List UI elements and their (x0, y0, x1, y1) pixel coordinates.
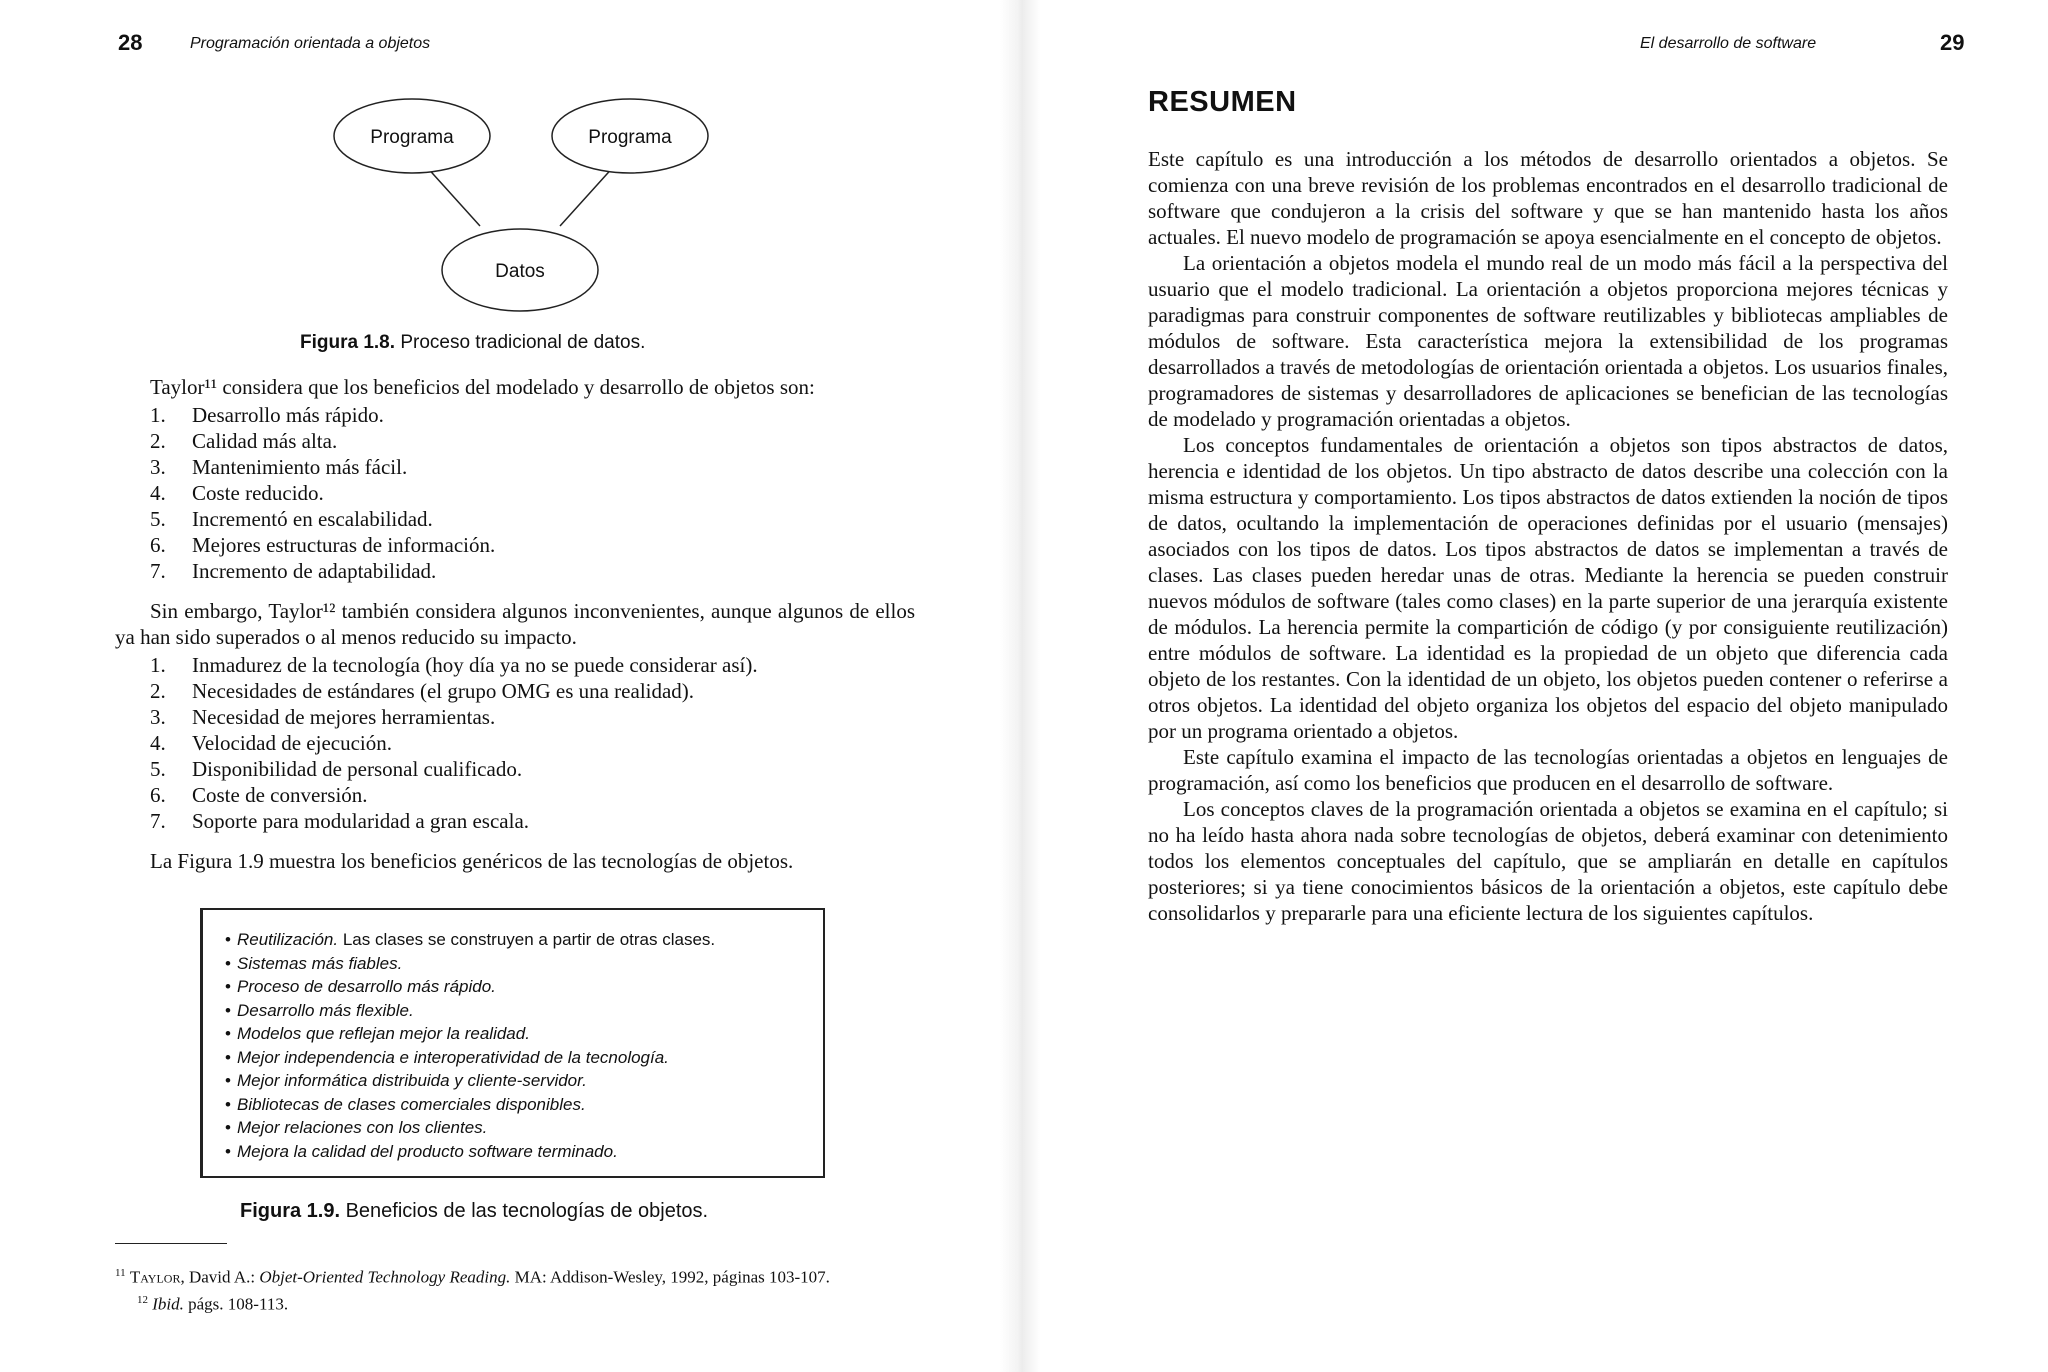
figure-1-8-caption (300, 332, 645, 354)
list-item (150, 782, 910, 808)
list-item (150, 532, 910, 558)
list-item (225, 1022, 823, 1046)
list-item (150, 428, 910, 454)
list-item-text: Mantenimiento más fácil. (192, 455, 408, 479)
figure-1-9-label: Figura 1.9. (240, 1200, 341, 1222)
list-item-number: 2. (150, 679, 166, 703)
list-item-number: 7. (150, 809, 166, 833)
list-item-rest: Las clases se construyen a partir de otras clases. (338, 930, 716, 949)
list-item (150, 704, 910, 730)
paragraph: La orientación a objetos modela el mundo real de un modo más fácil a la perspectiva del usuario que el modelo tradicional. La orientación a objetos proporciona mejores técnicas y paradigmas para construir componentes de software reutilizables y bibliotecas ampliables de módulos de software. Esta característica mejora la extensibilidad de los programas desarrollados a través de metodologías de orientación orientada a objetos. Los usuarios finales, programadores de sistemas y desarrolladores de aplicaciones se benefician de las tecnologías de modelado y programación orientadas a objetos. (1148, 251, 1948, 431)
right-page (1040, 0, 2048, 1372)
footnotes (115, 1262, 935, 1315)
drawbacks-list (150, 652, 910, 834)
list-item (150, 678, 910, 704)
list-item-text: Mejor informática distribuida y cliente-servidor. (237, 1071, 587, 1090)
left-page (0, 0, 1010, 1372)
footnote-title: Objet-Oriented Technology Reading. (259, 1267, 511, 1287)
footnote-mark: 12 (137, 1293, 148, 1306)
list-item (225, 999, 823, 1023)
footnote-11 (115, 1262, 935, 1289)
figure-1-9-caption (240, 1200, 708, 1223)
bullet-icon: • (225, 1094, 231, 1114)
paragraph: Los conceptos claves de la programación orientada a objetos se examina en el capítulo; si no ha leído hasta ahora nada sobre tecnologías de objetos, deberá examinar con detenimiento todos los elementos conceptuales del capítulo, que se ampliarán en detalle en capítulos posteriores; si ya tiene conocimientos básicos de la orientación a objetos, este capítulo debe consolidarlos y prepararle para una eficiente lectura de los siguientes capítulos. (1148, 797, 1948, 925)
list-item-text: Disponibilidad de personal cualificado. (192, 757, 523, 781)
paragraph: Este capítulo es una introducción a los métodos de desarrollo orientados a objetos. Se comienza con una breve revisión de los problemas encontrados en el desarrollo tradicional de software que condujeron a la crisis del software y que se han mantenido hasta los años actuales. El nuevo modelo de programación se apoya esencialmente en el concepto de objetos. (1148, 147, 1948, 249)
list-item (150, 402, 910, 428)
figure-1-9-list (225, 928, 823, 1163)
node-label-programa-2: Programa (588, 127, 672, 148)
figure-1-9-reference: La Figura 1.9 muestra los beneficios genéricos de las tecnologías de objetos. (150, 849, 794, 873)
footnote-title: Ibid. (152, 1294, 184, 1314)
list-item (225, 1140, 823, 1164)
running-title-left: Programación orientada a objetos (190, 35, 431, 52)
list-item (225, 975, 823, 999)
list-item (225, 1093, 823, 1117)
list-item-text: Necesidades de estándares (el grupo OMG es una realidad). (192, 679, 695, 703)
list-item (225, 1046, 823, 1070)
paragraph: Los conceptos fundamentales de orientación a objetos son tipos abstractos de datos, herencia e identidad de los objetos. Un tipo abstracto de datos describe una colección con la misma estructura y comportamiento. Los tipos abstractos de datos extienden la noción de tipos de datos, ocultando la implementación de operaciones definidas por el usuario (mensajes) asociados con los tipos de datos. Los tipos abstractos de datos se implementan a través de clases. Las clases pueden heredar unas de otras. Mediante la herencia se pueden construir nuevos módulos de software (tales como clases) en la parte superior de una jerarquía existente de módulos. La herencia permite la compartición de código (y por consiguiente reutilización) entre módulos de software. La identidad es la propiedad de un objeto que diferencia cada objeto de los restantes. Con la identidad de un objeto, los objetos pueden contener o referirse a otros objetos. La identidad del objeto organiza los objetos del espacio del objeto manipulado por un programa orientado a objetos. (1148, 433, 1948, 743)
list-item (150, 808, 910, 834)
list-item-number: 4. (150, 731, 166, 755)
footnote-author: Taylor (129, 1267, 181, 1287)
footnote-12 (115, 1289, 935, 1316)
list-item-text: Sistemas más fiables. (237, 953, 403, 973)
list-item (225, 1069, 823, 1093)
node-programa-2 (552, 99, 708, 173)
list-item-text: Mejora la calidad del producto software terminado. (237, 1141, 618, 1161)
list-item (150, 652, 910, 678)
list-item (150, 730, 910, 756)
list-item-text: Calidad más alta. (192, 429, 338, 453)
node-datos (442, 229, 598, 311)
list-item-number: 6. (150, 533, 166, 557)
figure-1-9-box (200, 908, 825, 1178)
list-item-text: Mejores estructuras de información. (192, 533, 496, 557)
list-item (150, 506, 910, 532)
list-item-number: 3. (150, 705, 166, 729)
resumen-body (1148, 146, 1948, 926)
list-item-text: Mejor independencia e interoperatividad de la tecnología. (237, 1047, 669, 1067)
list-item-text: Velocidad de ejecución. (192, 731, 392, 755)
footnote-text: MA: Addison-Wesley, 1992, páginas 103-107. (510, 1267, 830, 1287)
footnote-text: , David A.: (180, 1267, 260, 1287)
figure-1-9-title: Beneficios de las tecnologías de objetos. (345, 1200, 709, 1222)
list-item-text: Desarrollo más flexible. (237, 1000, 414, 1020)
footnote-mark: 11 (115, 1267, 126, 1279)
bullet-icon: • (225, 1141, 231, 1161)
footnote-rule (115, 1243, 227, 1244)
figure-1-8-diagram (330, 98, 710, 323)
figure-1-8-title: Proceso tradicional de datos. (400, 332, 646, 353)
node-label-datos: Datos (495, 261, 545, 282)
intro-paragraph: Taylor¹¹ considera que los beneficios del modelado y desarrollo de objetos son: (150, 375, 815, 399)
list-item-text: Proceso de desarrollo más rápido. (237, 977, 496, 996)
list-item (150, 454, 910, 480)
benefits-list (150, 402, 910, 584)
page-number-left: 28 (118, 30, 143, 55)
figure-1-8-label: Figura 1.8. (300, 332, 396, 353)
node-label-programa-1: Programa (370, 127, 454, 148)
list-item-text: Coste reducido. (192, 481, 324, 505)
list-item-number: 1. (150, 653, 166, 677)
list-item-text: Bibliotecas de clases comerciales disponibles. (237, 1094, 586, 1114)
bullet-icon: • (225, 953, 231, 973)
list-item (150, 480, 910, 506)
list-item-text: Incremento de adaptabilidad. (192, 559, 437, 583)
list-item-lead: Reutilización. (237, 930, 339, 949)
bullet-icon: • (225, 1000, 231, 1020)
list-item-number: 6. (150, 783, 166, 807)
list-item-number: 7. (150, 559, 166, 583)
list-item-number: 3. (150, 455, 166, 479)
list-item-number: 5. (150, 507, 166, 531)
list-item (225, 1116, 823, 1140)
list-item-text: Incrementó en escalabilidad. (192, 507, 433, 531)
list-item-text: Coste de conversión. (192, 783, 368, 807)
list-item (225, 952, 823, 976)
running-title-right: El desarrollo de software (1640, 35, 1817, 52)
bullet-icon: • (225, 977, 231, 996)
list-item (150, 756, 910, 782)
list-item-text: Necesidad de mejores herramientas. (192, 705, 496, 729)
list-item-text: Modelos que reflejan mejor la realidad. (237, 1024, 530, 1043)
page-number-right: 29 (1940, 30, 1965, 55)
bullet-icon: • (225, 1118, 231, 1137)
drawbacks-paragraph: Sin embargo, Taylor¹² también considera algunos inconvenientes, aunque algunos de ellos ya han sido superados o al menos reducido su impacto. (115, 599, 915, 649)
list-item-number: 2. (150, 429, 166, 453)
list-item-text: Desarrollo más rápido. (192, 403, 384, 427)
list-item: • Reutilización. Las clases se construyen a partir de otras clases. (225, 930, 716, 949)
bullet-icon: • (225, 1071, 231, 1090)
list-item-text: Mejor relaciones con los clientes. (237, 1118, 488, 1137)
list-item-number: 5. (150, 757, 166, 781)
node-programa-1 (334, 99, 490, 173)
section-heading: RESUMEN (1148, 86, 1297, 118)
list-item-text: Soporte para modularidad a gran escala. (192, 809, 530, 833)
list-item-text: Inmadurez de la tecnología (hoy día ya no se puede considerar así). (192, 653, 758, 677)
paragraph: Este capítulo examina el impacto de las tecnologías orientadas a objetos en lenguajes de programación, así como los beneficios que producen en el desarrollo de software. (1148, 745, 1948, 795)
list-item (150, 558, 910, 584)
bullet-icon: • (225, 1047, 231, 1067)
bullet-icon: • (225, 1024, 231, 1043)
list-item-number: 4. (150, 481, 166, 505)
list-item-number: 1. (150, 403, 166, 427)
footnote-text: págs. 108-113. (183, 1294, 289, 1314)
